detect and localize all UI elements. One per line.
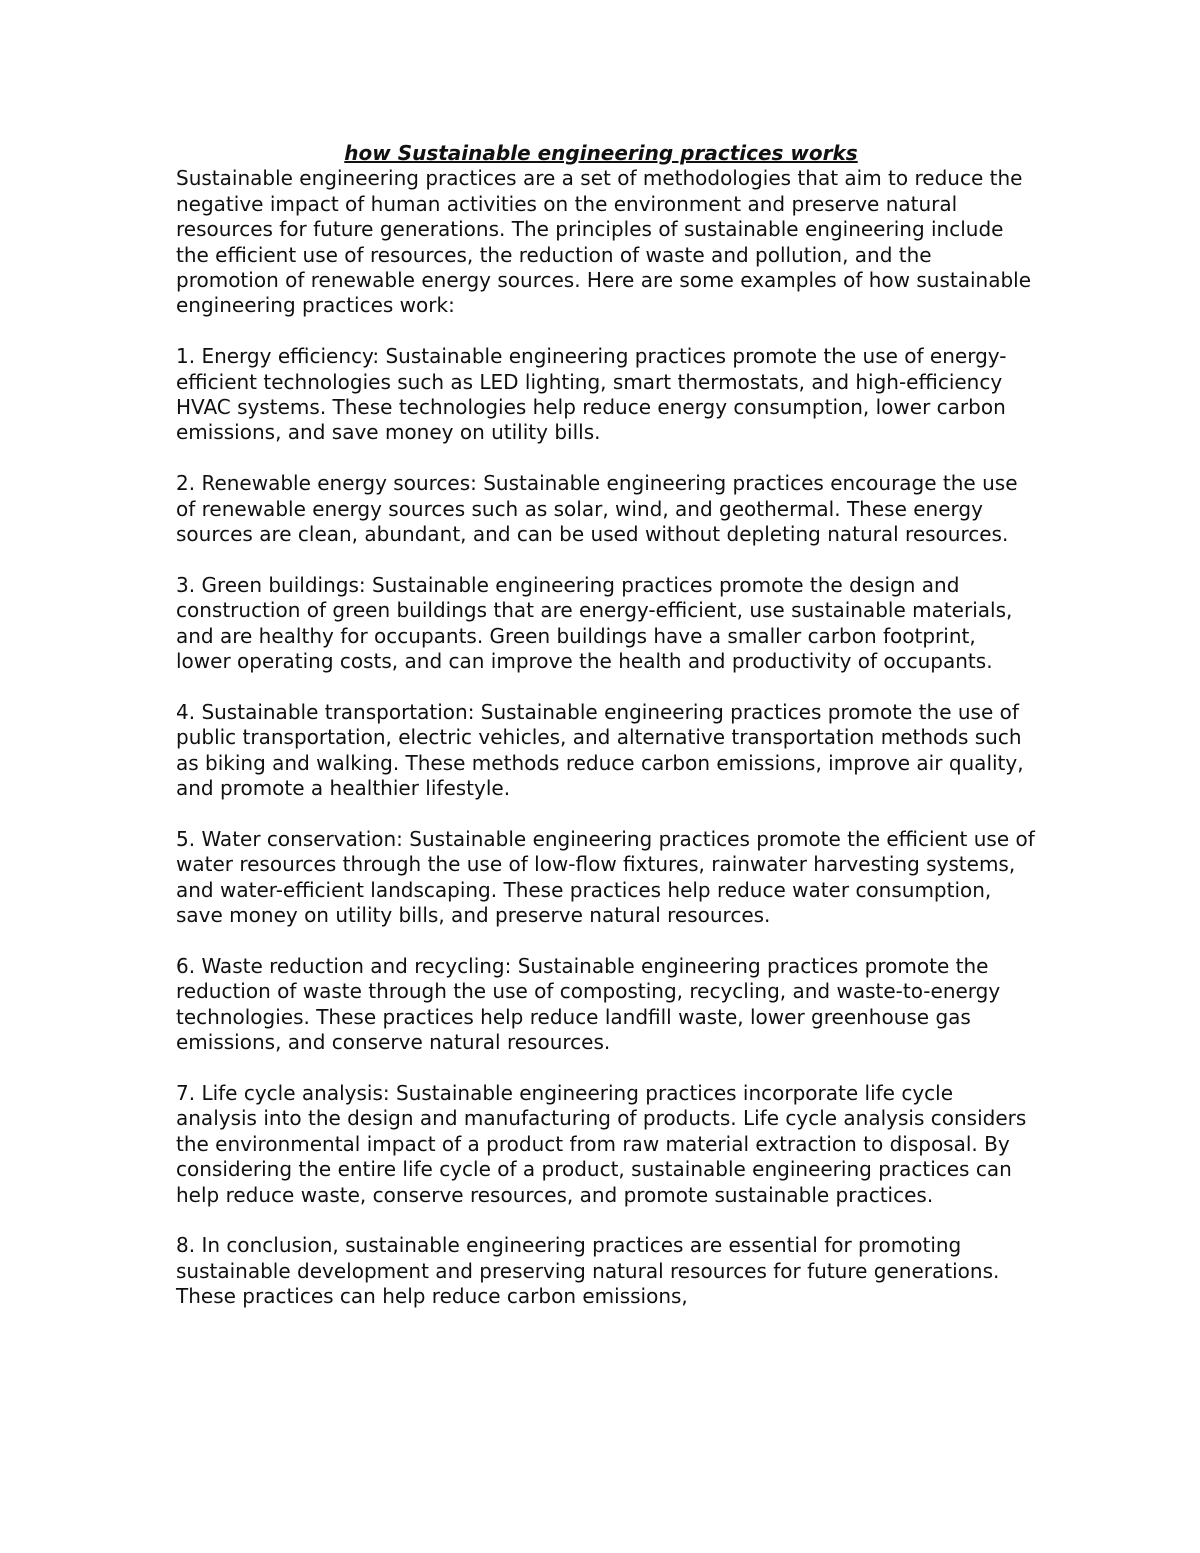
paragraph-gap — [176, 1208, 1036, 1233]
list-item-waste-reduction: 6. Waste reduction and recycling: Sustainable engineering practices promote the reduction of waste through the use of composting, recycling, and waste-to-energy technologies. These practices help reduce landfill waste, lower greenhouse gas emissions, and conserve natural resources. — [176, 953, 1001, 1055]
list-item-green-buildings: 3. Green buildings: Sustainable engineering practices promote the design and construction of green buildings that are energy-efficient, use sustainable materials, and are healthy for occupants. Green buildings have a smaller carbon footprint, lower operating costs, and can improve the health and productivity of occupants. — [176, 572, 1013, 674]
paragraph-gap — [176, 929, 1036, 954]
list-item-conclusion: 8. In conclusion, sustainable engineering practices are essential for promoting sustainable development and preserving natural resources for future generations. These practices can help reduce carbon emissions, — [176, 1233, 1000, 1309]
list-item-water-conservation: 5. Water conservation: Sustainable engineering practices promote the efficient use of water resources through the use of low-flow fixtures, rainwater harvesting systems, and water-efficient landscaping. These practices help reduce water consumption, save money on utility bills, and preserve natural resources. — [176, 826, 1035, 928]
paragraph-gap — [176, 319, 1036, 344]
document-body — [176, 141, 1036, 1310]
paragraph-gap — [176, 674, 1036, 699]
intro-paragraph: Sustainable engineering practices are a set of methodologies that aim to reduce the negative impact of human activities on the environment and preserve natural resources for future generations. The principles of sustainable engineering include the efficient use of resources, the reduction of waste and pollution, and the promotion of renewable energy sources. Here are some examples of how sustainable engineering practices work: — [176, 166, 1031, 318]
paragraph-gap — [176, 446, 1036, 471]
list-item-sustainable-transportation: 4. Sustainable transportation: Sustainable engineering practices promote the use of public transportation, electric vehicles, and alternative transportation methods such as biking and walking. These methods reduce carbon emissions, improve air quality, and promote a healthier lifestyle. — [176, 699, 1024, 801]
list-item-life-cycle-analysis: 7. Life cycle analysis: Sustainable engineering practices incorporate life cycle analysis into the design and manufacturing of products. Life cycle analysis considers the environmental impact of a product from raw material extraction to disposal. By considering the entire life cycle of a product, sustainable engineering practices can help reduce waste, conserve resources, and promote sustainable practices. — [176, 1080, 1027, 1207]
list-item-renewable-energy: 2. Renewable energy sources: Sustainable engineering practices encourage the use of renewable energy sources such as solar, wind, and geothermal. These energy sources are clean, abundant, and can be used without depleting natural resources. — [176, 471, 1018, 547]
list-item-energy-efficiency: 1. Energy efficiency: Sustainable engineering practices promote the use of energy-efficient technologies such as LED lighting, smart thermostats, and high-efficiency HVAC systems. These technologies help reduce energy consumption, lower carbon emissions, and save money on utility bills. — [176, 344, 1007, 445]
document-title: how Sustainable engineering practices works — [344, 141, 858, 165]
paragraph-gap — [176, 802, 1036, 827]
paragraph-gap — [176, 1056, 1036, 1081]
paragraph-gap — [176, 547, 1036, 572]
